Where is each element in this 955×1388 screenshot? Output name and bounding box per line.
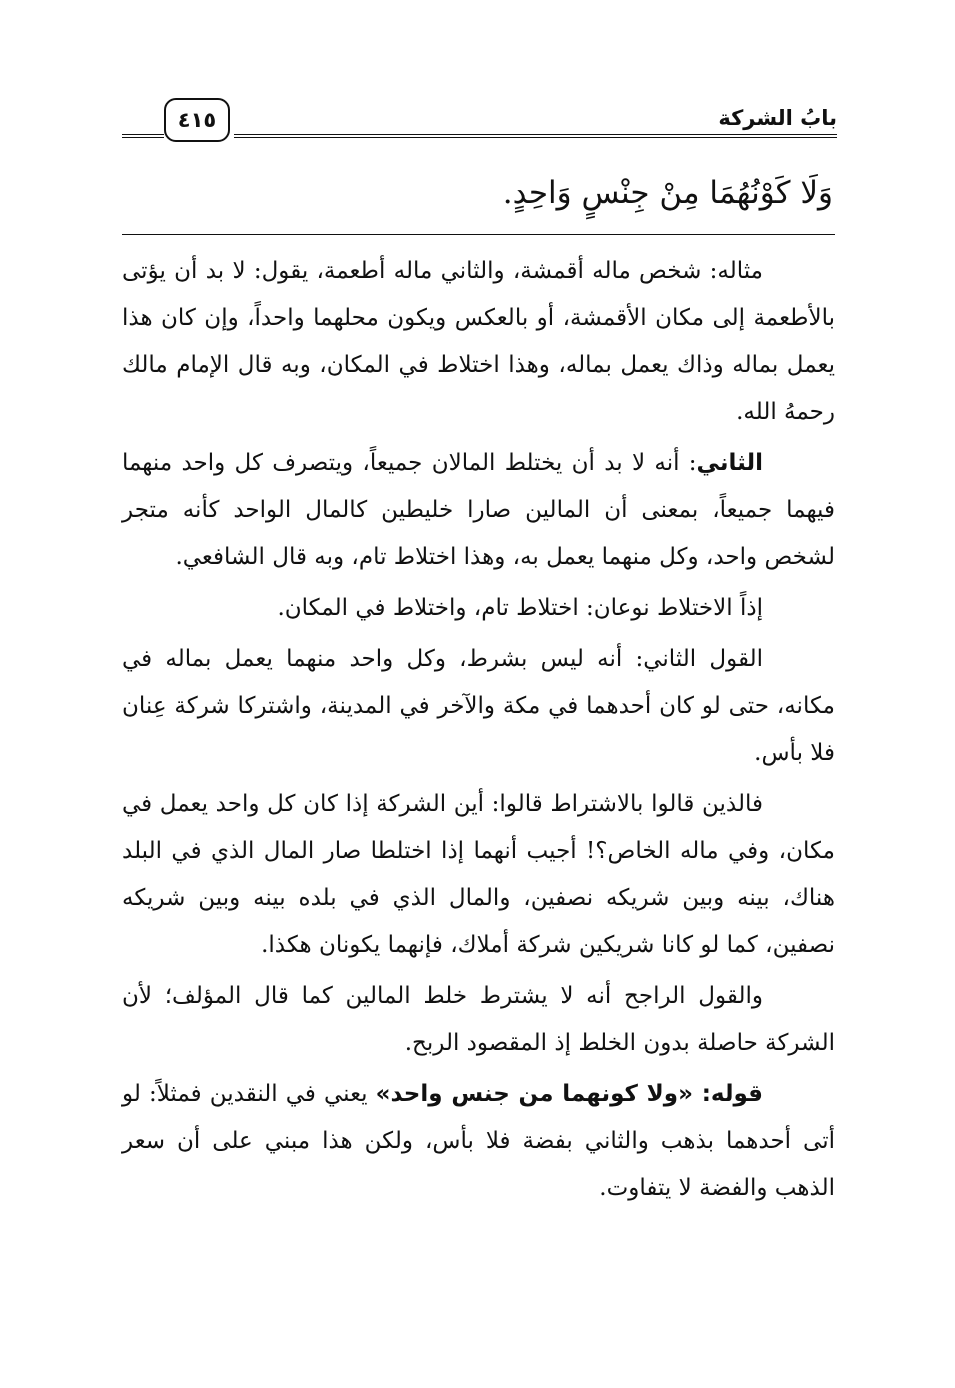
paragraph [122, 248, 835, 436]
header-rule-left [122, 134, 164, 138]
paragraph [122, 636, 835, 777]
paragraph-text: فالذين قالوا بالاشتراط قالوا: أين الشركة إذا كان كل واحد يعمل في مكان، وفي ماله الخاص؟! أجيب أنهما إذا اختلطا صار المال الذي في البلد هناك، بينه وبين شريكه نصفين، والمال الذي في بلده بينه وبين شريكه نصفين، كما لو كانا شريكين شركة أملاك، فإنهما يكونان هكذا. [122, 791, 835, 958]
running-title: بابُ الشركة [718, 106, 837, 130]
paragraph-text: يعني في النقدين فمثلاً: لو أتى أحدهما بذهب والثاني بفضة فلا بأس، ولكن هذا مبني على أن سعر الذهب والفضة لا يتفاوت. [122, 1081, 835, 1201]
paragraph-text: مثاله: شخص ماله أقمشة، والثاني ماله أطعمة، يقول: لا بد أن يؤتى بالأطعمة إلى مكان الأقمشة، أو بالعكس ويكون محلهما واحداً، وإن كان هذا يعمل بماله وذاك يعمل بماله، وهذا اختلاط في المكان، وبه قال الإمام مالك رحمهُ الله. [122, 258, 835, 425]
paragraph-text: إذاً الاختلاط نوعان: اختلاط تام، واختلاط في المكان. [277, 595, 763, 621]
paragraph-text: القول الثاني: أنه ليس بشرط، وكل واحد منهما يعمل بماله في مكانه، حتى لو كان أحدهما في مكة والآخر في المدينة، واشتركا شركة عِنان فلا بأس. [122, 646, 835, 766]
paragraph [122, 973, 835, 1067]
matn-separator [122, 234, 835, 235]
paragraph [122, 1071, 835, 1212]
header-rule-right [234, 134, 837, 138]
page-header [122, 96, 837, 158]
paragraph [122, 781, 835, 969]
paragraph-text: والقول الراجح أنه لا يشترط خلط المالين كما قال المؤلف؛ لأن الشركة حاصلة بدون الخلط إذ المقصود الربح. [122, 983, 835, 1056]
paragraph-text: : أنه لا بد أن يختلط المالان جميعاً، ويتصرف كل واحد منهما فيهما جميعاً، بمعنى أن المالين صارا خليطين كالمال الواحد كأنه متجر لشخص واحد، وكل منهما يعمل به، وهذا اختلاط تام، وبه قال الشافعي. [122, 450, 835, 570]
paragraph [122, 440, 835, 581]
paragraph [122, 585, 835, 632]
matn-text: وَلَا كَوْنُهُمَا مِنْ جِنْسٍ وَاحِدٍ. [502, 175, 833, 211]
paragraph-lead: قوله: «ولا كونهما من جنس واحد» [375, 1081, 763, 1107]
commentary-body [122, 248, 835, 1216]
paragraph-lead: الثاني [696, 450, 763, 476]
page-number: ٤١٥ [164, 98, 230, 142]
